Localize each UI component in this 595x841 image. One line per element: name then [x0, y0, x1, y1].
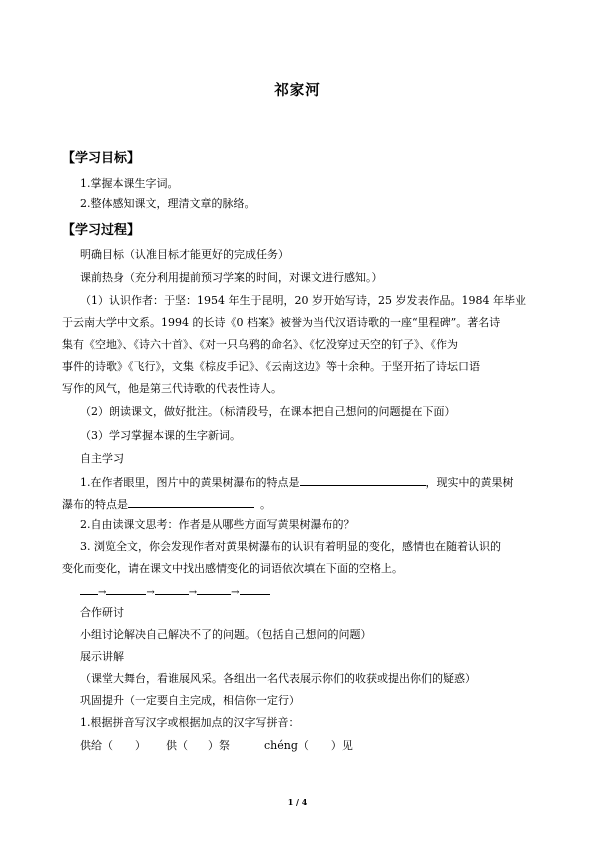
- subheading-consolidate: 巩固提升（一定要自主完成，相信你一定行）: [80, 694, 300, 707]
- page-title: 祁家河: [274, 82, 321, 99]
- process-line: 课前热身（充分利用提前预习学案的时间，对课文进行感知。）: [80, 271, 383, 284]
- exercise-1-items: [80, 738, 353, 753]
- answer-blank[interactable]: [240, 582, 270, 595]
- process-line: 小组讨论解决自己解决不了的问题。（包括自己想问的问题）: [80, 628, 372, 641]
- subheading-cooperation: 合作研讨: [80, 606, 124, 619]
- answer-blank[interactable]: [155, 582, 189, 595]
- answer-blank[interactable]: [128, 495, 254, 508]
- section-header-goals: 【学习目标】: [62, 151, 141, 166]
- arrow-right-icon: →: [146, 587, 155, 598]
- exercise-text: ）: [135, 739, 146, 752]
- goal-item-2: 2.整体感知课文，理清文章的脉络。: [80, 197, 256, 210]
- answer-blank[interactable]: [106, 582, 146, 595]
- answer-blank[interactable]: [197, 582, 231, 595]
- arrow-right-icon: →: [188, 587, 198, 598]
- section-header-process: 【学习过程】: [62, 223, 141, 238]
- question-1-line-2: [62, 495, 271, 512]
- process-line: （课堂大舞台，看谁展风采。各组出一名代表展示你们的收获或提出你们的疑惑）: [80, 672, 476, 685]
- goal-item-1: 1.掌握本课生字词。: [80, 177, 179, 190]
- arrow-right-icon: →: [98, 587, 107, 598]
- answer-blank[interactable]: [80, 582, 98, 595]
- question-1-line-1: [80, 473, 514, 490]
- process-line: （3）学习掌握本课的生字新词。: [80, 429, 241, 442]
- subheading-show: 展示讲解: [80, 650, 124, 663]
- question-3-line-2: 变化而变化，请在课文中找出感情变化的词语依次填在下面的空格上。: [62, 562, 403, 575]
- question-text: ，现实中的黄果树: [425, 476, 514, 489]
- process-line: （2）朗读课文，做好批注。（标清段号，在课本把自己想问的问题提在下面）: [80, 405, 456, 418]
- arrow-right-icon: →: [231, 587, 240, 598]
- exercise-text: 供给（: [80, 739, 113, 752]
- question-3-line-1: 3. 浏览全文，你会发现作者对黄果树瀑布的认识有着明显的变化，感情也在随着认识的: [80, 540, 501, 553]
- author-intro-line: 于云南大学中文系。1994 的长诗《0 档案》被誉为当代汉语诗歌的一座“里程碑”。著名诗: [62, 316, 501, 329]
- question-text: 瀑布的特点是: [62, 498, 128, 511]
- author-intro-line: 写作的风气，他是第三代诗歌的代表性诗人。: [62, 382, 282, 395]
- author-intro-line: （1）认识作者：于坚：1954 年生于昆明，20 岁开始写诗，25 岁发表作品。1984 年毕业: [80, 294, 526, 307]
- author-intro-line: 事件的诗歌》《飞行》，文集《棕皮手记》、《云南这边》等十余种。于坚开拓了诗坛口语: [62, 360, 480, 373]
- page-number: 1 / 4: [287, 797, 308, 807]
- author-intro-line: 集有《空地》、《诗六十首》、《对一只乌鸦的命名》、《忆没穿过天空的钉子》、《作为: [62, 338, 458, 351]
- subheading-self-study: 自主学习: [80, 452, 124, 465]
- exercise-text: ）祭: [208, 739, 230, 752]
- question-text: 1.在作者眼里，图片中的黄果树瀑布的特点是: [80, 476, 300, 489]
- exercise-1: 1.根据拼音写汉字或根据加点的汉字写拼音：: [80, 716, 300, 729]
- exercise-text: ）见: [330, 739, 353, 752]
- exercise-text: 供（: [166, 739, 188, 752]
- question-text: 。: [260, 498, 271, 511]
- emotion-chain: [80, 582, 270, 600]
- process-line: 明确目标（认准目标才能更好的完成任务）: [80, 248, 289, 261]
- question-2: 2.自由读课文思考：作者是从哪些方面写黄果树瀑布的？: [80, 518, 355, 531]
- exercise-text: chéng（: [264, 739, 309, 752]
- answer-blank[interactable]: [300, 473, 426, 486]
